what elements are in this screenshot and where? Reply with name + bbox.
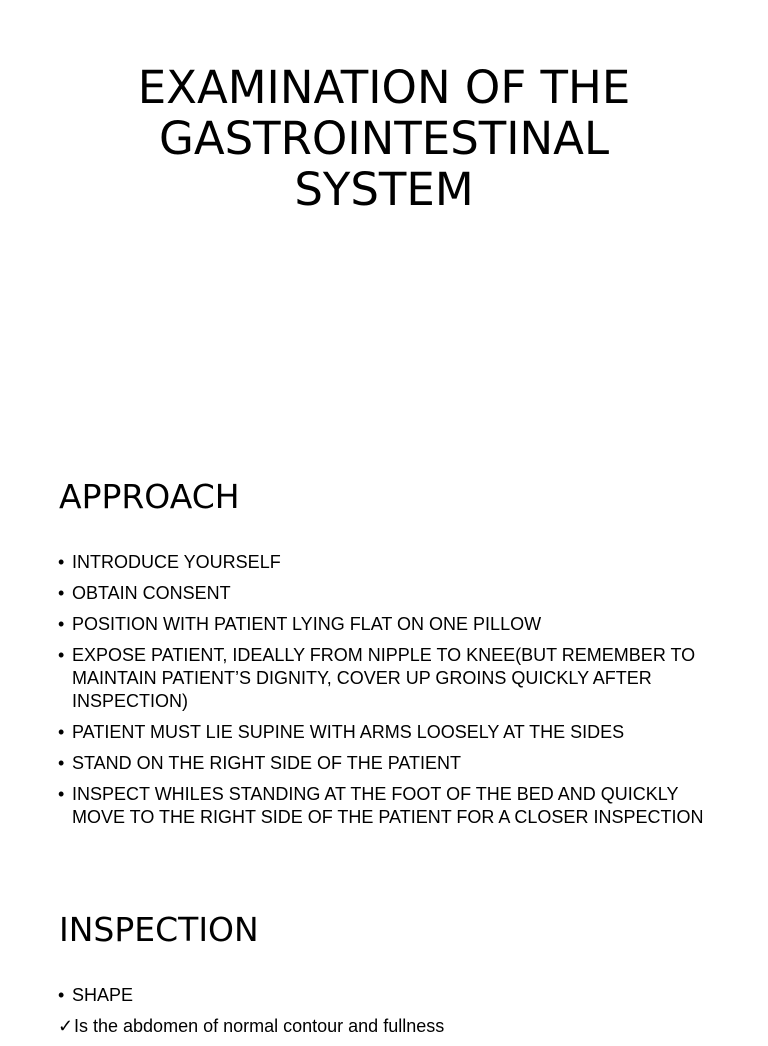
bullet-icon: • xyxy=(58,753,65,773)
list-item xyxy=(58,582,718,605)
bullet-icon: • xyxy=(58,985,65,1005)
bullet-icon: • xyxy=(58,552,65,572)
list-item-text: OBTAIN CONSENT xyxy=(72,583,231,603)
bullet-icon: • xyxy=(58,645,65,665)
list-item xyxy=(58,783,718,829)
list-item xyxy=(58,644,718,713)
inspection-heading: INSPECTION xyxy=(59,910,259,949)
title-slide xyxy=(0,0,768,432)
deck-title-line-3: SYSTEM xyxy=(294,163,474,216)
bullet-icon: • xyxy=(58,722,65,742)
list-item-text: PATIENT MUST LIE SUPINE WITH ARMS LOOSELY AT THE SIDES xyxy=(72,722,625,742)
bullet-icon: • xyxy=(58,583,65,603)
list-item-text: POSITION WITH PATIENT LYING FLAT ON ONE PILLOW xyxy=(72,614,542,634)
list-item xyxy=(58,752,718,775)
checkmark-icon: ✓ xyxy=(58,1016,74,1036)
list-item-text: INTRODUCE YOURSELF xyxy=(72,552,281,572)
approach-bullet-list xyxy=(58,551,718,837)
list-item xyxy=(58,1015,718,1038)
list-item xyxy=(58,984,718,1007)
list-item-text: EXPOSE PATIENT, IDEALLY FROM NIPPLE TO KNEE(BUT REMEMBER TO MAINTAIN PATIENT’S DIGNITY, COVER UP GROINS QUICKLY AFTER INSPECTION) xyxy=(72,645,696,711)
list-item-text: INSPECT WHILES STANDING AT THE FOOT OF THE BED AND QUICKLY MOVE TO THE RIGHT SIDE OF THE PATIENT FOR A CLOSER INSPECTION xyxy=(72,784,704,827)
deck-title xyxy=(0,62,768,215)
approach-heading: APPROACH xyxy=(59,477,240,516)
inspection-bullet-list xyxy=(58,984,718,1046)
list-item xyxy=(58,551,718,574)
list-item-text: STAND ON THE RIGHT SIDE OF THE PATIENT xyxy=(72,753,462,773)
bullet-icon: • xyxy=(58,784,65,804)
approach-slide xyxy=(0,432,768,866)
deck-title-line-2: GASTROINTESTINAL xyxy=(158,112,610,165)
bullet-icon: • xyxy=(58,614,65,634)
deck-title-line-1: EXAMINATION OF THE xyxy=(137,61,631,114)
inspection-slide xyxy=(0,866,768,1036)
list-item xyxy=(58,613,718,636)
list-item-text: SHAPE xyxy=(72,985,134,1005)
list-item-text: Is the abdomen of normal contour and fullness xyxy=(74,1016,445,1036)
list-item xyxy=(58,721,718,744)
